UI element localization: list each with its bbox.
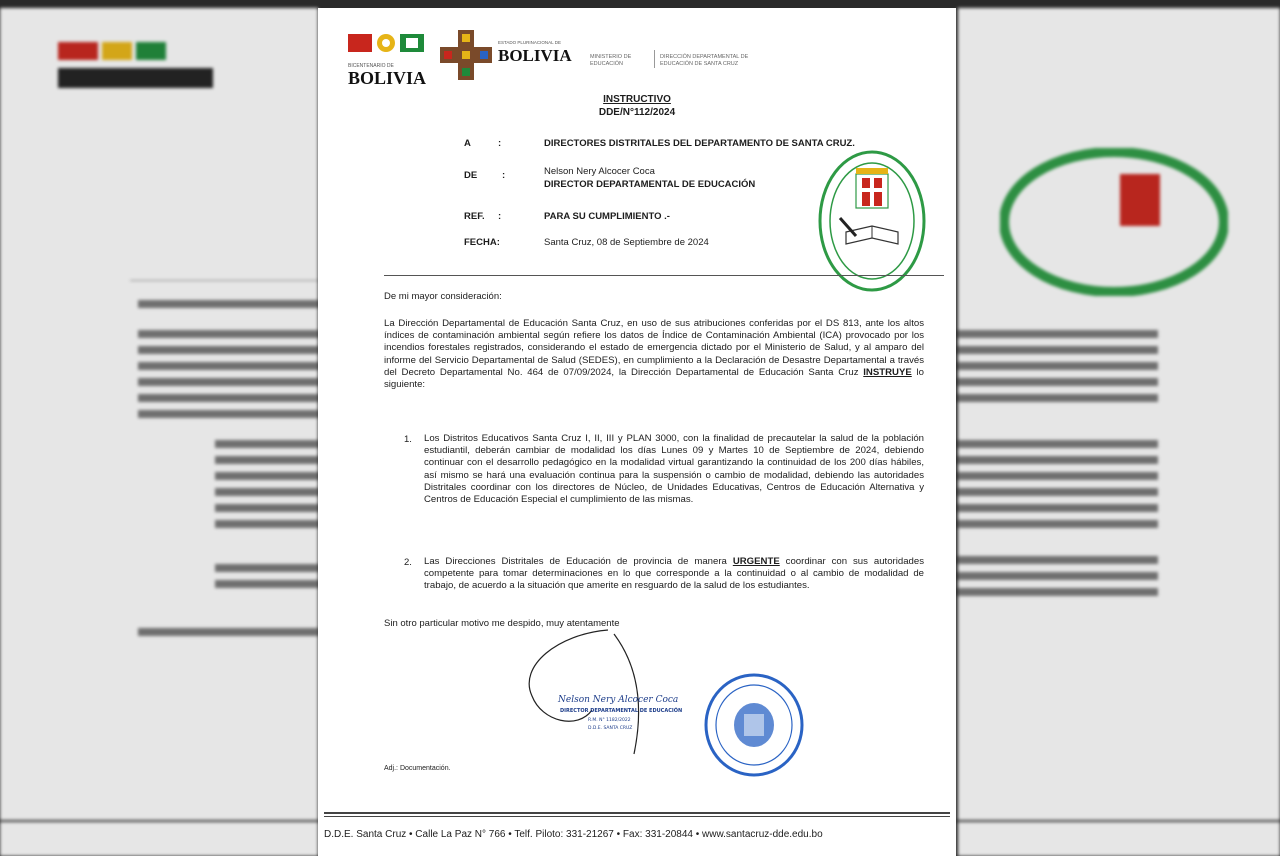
a-value: DIRECTORES DISTRITALES DEL DEPARTAMENTO DE SANTA CRUZ. [544,138,855,149]
instruye-word: INSTRUYE [863,366,912,378]
ref-label: REF. [464,211,485,222]
de-label: DE [464,170,478,181]
ministerio-label: MINISTERIO DE EDUCACIÓN [590,54,632,67]
fecha-label: FECHA: [464,237,500,248]
bicentenario-label: BICENTENARIO DE [348,63,394,69]
intro-paragraph [384,318,924,391]
chakana-icon [440,30,492,80]
item2-number: 2. [404,557,412,568]
document-page [318,8,956,856]
footer-rule-thin [324,816,950,817]
a-label: A [464,138,471,149]
intro-end: lo siguiente: [384,366,924,391]
svg-text:R.M. N° 1182/2022: R.M. N° 1182/2022 [588,718,631,723]
estado-logo [440,30,590,80]
de-title: DIRECTOR DEPARTAMENTAL DE EDUCACIÓN [544,179,756,190]
ref-value: PARA SU CUMPLIMIENTO .- [544,211,670,222]
footer-contact: D.D.E. Santa Cruz • Calle La Paz N° 766 • Telf. Piloto: 331-21267 • Fax: 331-20844 • www.santacruz-dde.edu.bo [324,829,823,840]
bolivia-label: BOLIVIA [348,68,427,88]
seal-blurred [1000,148,1228,296]
direccion-label: DIRECCIÓN DEPARTAMENTAL DE EDUCACIÓN DE SANTA CRUZ [660,54,749,67]
ref-colon: : [498,211,502,222]
item2-start: Las Direcciones Distritales de Educación de provincia de manera [424,556,727,567]
bolivia-estado-label: BOLIVIA [498,46,572,65]
estado-label: ESTADO PLURINACIONAL DE [498,40,562,45]
de-colon: : [502,170,506,181]
greeting: De mi mayor consideración: [384,291,502,302]
header-separator [384,275,944,276]
footer-rule [324,812,950,814]
bicentenario-logo-blurred [58,38,218,90]
bicentenario-emblem-icon [348,30,428,60]
background-page-right [958,8,1280,856]
svg-text:Nelson Nery Alcocer Coca: Nelson Nery Alcocer Coca [558,695,679,705]
departmental-seal-icon [816,148,928,294]
svg-text:D.D.E. SANTA CRUZ: D.D.E. SANTA CRUZ [588,726,633,731]
intro-text: La Dirección Departamental de Educación Santa Cruz, en uso de sus atribuciones conferidas por el DS 813, ante los altos índices de contaminación ambiental según refiere los datos de Índice de Contaminación Ambiental (ICA) provocado por los incendios forestales registrados, considerando el estado de emergencia dictado por el Ministerio de Salud, y al amparo del informe del Servicio Departamental de Salud (SEDES), en cumplimiento a la Declaración de Desastre Departamental a través del Decreto Departamental No. 464 de 07/09/2024, la Dirección Departamental de Educación Santa Cruz [384,318,924,378]
item1-number: 1. [404,434,412,445]
header-divider [654,50,655,68]
handwritten-signature [518,626,688,756]
item1-text: Los Distritos Educativos Santa Cruz I, II, III y PLAN 3000, con la finalidad de precautelar la salud de la población estudiantil, deberán cambiar de modalidad los días Lunes 09 y Martes 10 de Septiembre de 2024, debiendo continuar con el desarrollo pedagógico en la modalidad virtual garantizando la continuidad de los 200 días hábiles, así mismo se hará una evaluación continua para la suspensión o cambio de modalidad, debiendo las autoridades Distritales coordinar con los directores de Núcleo, de Unidades Educativas, Centros de Educación Alternativa y Centros de Educación Especial el cumplimiento de las mismas. [424,433,924,506]
item2-paragraph [424,556,924,593]
de-name: Nelson Nery Alcocer Coca [544,166,655,177]
item2-end: coordinar con sus autoridades competente para tomar determinaciones en lo que corresponde a la continuidad o al cambio de modalidad de trabajo, de acuerdo a la situación que amerite en resguardo de la salud de los estudiantes. [424,556,924,592]
document-number: DDE/N°112/2024 [598,107,676,118]
svg-text:DIRECTOR DEPARTAMENTAL DE EDUC: DIRECTOR DEPARTAMENTAL DE EDUCACIÓN [560,708,683,714]
bicentenario-logo [348,30,428,90]
urgente-word: URGENTE [732,556,780,567]
attachment-note: Adj.: Documentación. [384,765,451,772]
a-colon: : [498,138,502,149]
blue-stamp-icon [702,670,806,780]
closing-text: Sin otro particular motivo me despido, muy atentamente [384,618,620,629]
fecha-value: Santa Cruz, 08 de Septiembre de 2024 [544,237,709,248]
background-page-left [0,8,318,856]
document-type: INSTRUCTIVO [603,94,671,105]
